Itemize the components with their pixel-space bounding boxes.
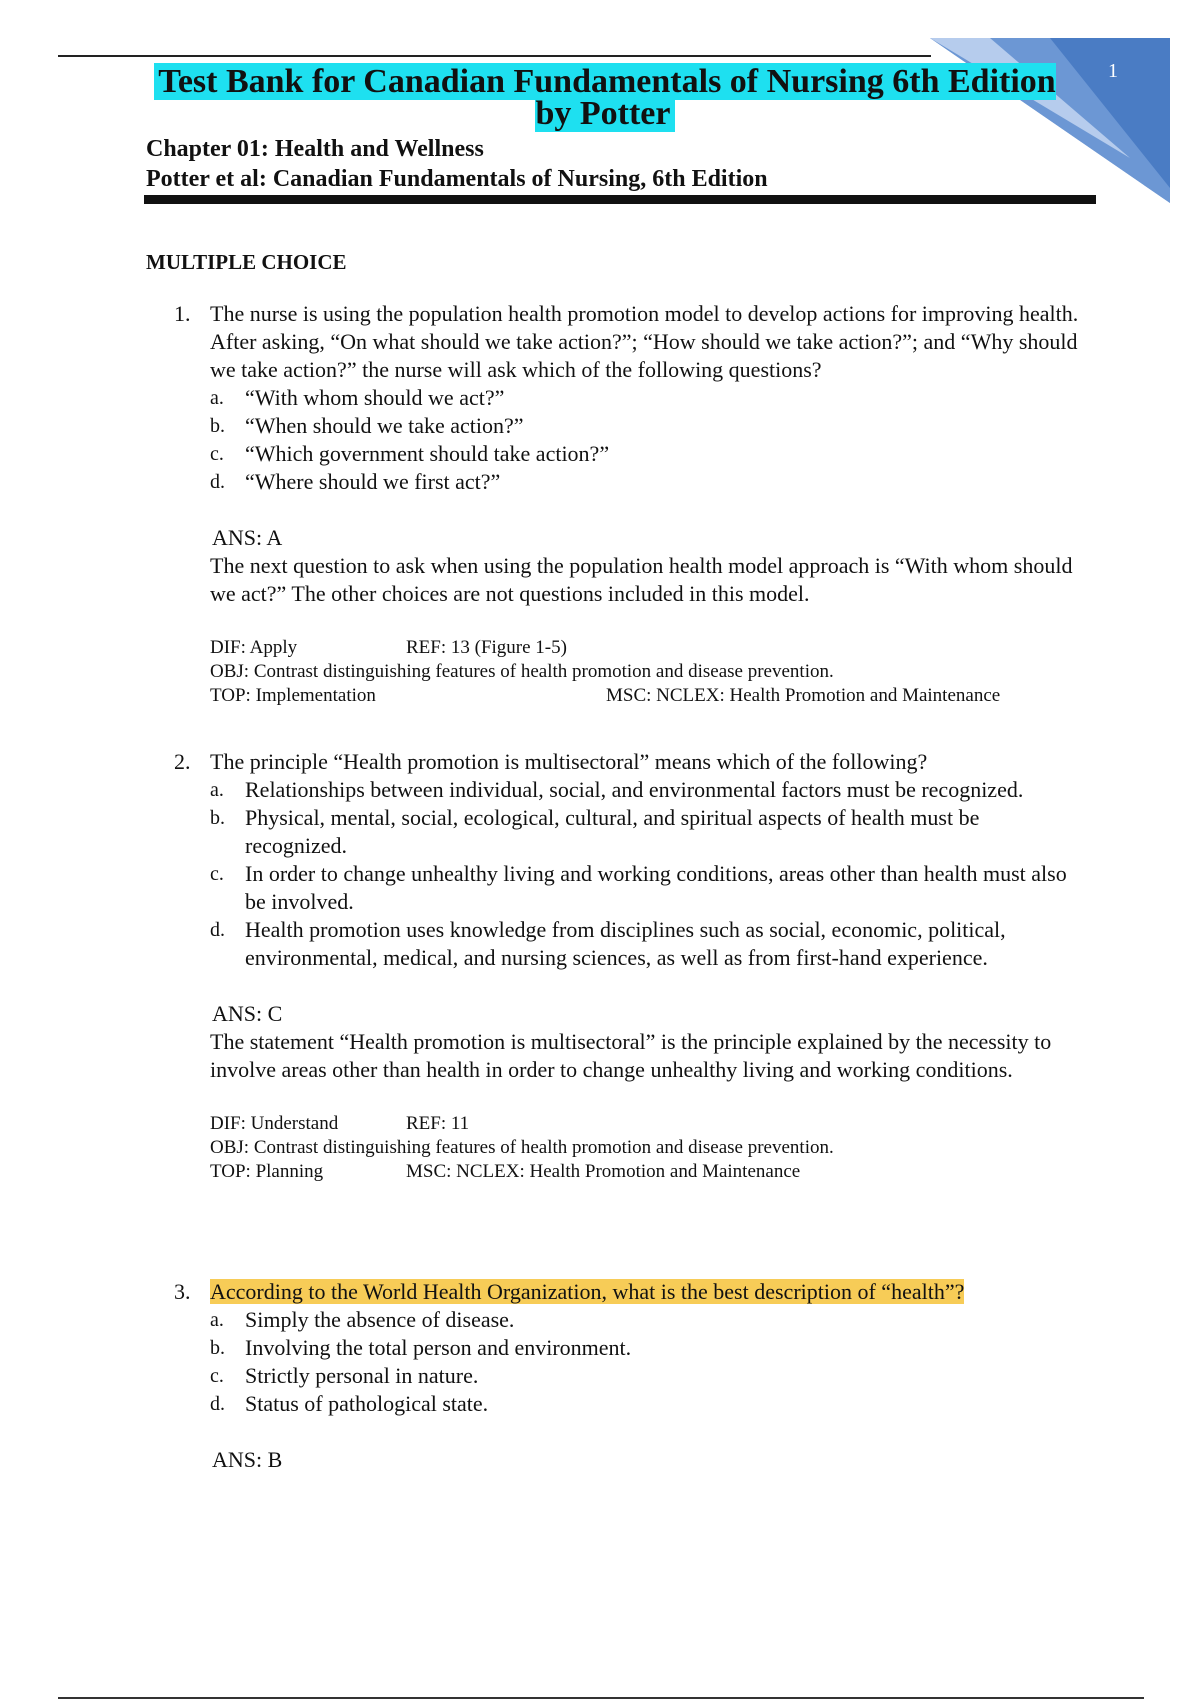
reference: REF: 11 [406, 1113, 470, 1134]
section-heading: MULTIPLE CHOICE [146, 250, 347, 274]
objective: OBJ: Contrast distinguishing features of health promotion and disease prevention. [210, 1137, 834, 1158]
reference: REF: 13 (Figure 1-5) [406, 637, 567, 658]
bottom-rule [58, 1697, 1144, 1699]
metadata [210, 636, 1200, 708]
msc: MSC: NCLEX: Health Promotion and Maintenance [406, 1161, 801, 1182]
msc: MSC: NCLEX: Health Promotion and Maintenance [606, 685, 1001, 706]
rationale: The next question to ask when using the population health model approach is “With whom should we act?” The other choices are not questions included in this model. [210, 553, 1073, 606]
option-b: b. Involving the total person and environment. [210, 1335, 632, 1360]
question-text: According to the World Health Organization, what is the best description of “health”? [210, 1279, 965, 1304]
question-text: The principle “Health promotion is multisectoral” means which of the following? [210, 749, 928, 774]
option-c: c. “Which government should take action?” [210, 441, 610, 466]
objective: OBJ: Contrast distinguishing features of health promotion and disease prevention. [210, 661, 834, 682]
option-d: d. “Where should we first act?” [210, 469, 501, 494]
topic: TOP: Implementation [210, 685, 376, 706]
option-d: d. Status of pathological state. [210, 1391, 489, 1416]
difficulty: DIF: Understand [210, 1113, 339, 1134]
option-c: c. Strictly personal in nature. [210, 1363, 479, 1388]
question-1 [0, 300, 1200, 708]
answer: ANS: A [212, 525, 283, 550]
book-heading: Potter et al: Canadian Fundamentals of Nursing, 6th Edition [146, 166, 768, 192]
option-b: b. Physical, mental, social, ecological, cultural, and spiritual aspects of health must be recognized. [210, 805, 980, 858]
question-number: 2. [174, 749, 191, 774]
topic: TOP: Planning [210, 1161, 324, 1182]
document-title: Test Bank for Canadian Fundamentals of Nursing 6th Edition by Potter [140, 66, 1070, 130]
question-number: 3. [174, 1279, 191, 1304]
option-a: a. Simply the absence of disease. [210, 1307, 515, 1332]
answer: ANS: C [212, 1001, 283, 1026]
question-number: 1. [174, 301, 191, 326]
question-3 [0, 1278, 1200, 1474]
difficulty: DIF: Apply [210, 637, 298, 658]
chapter-heading: Chapter 01: Health and Wellness [146, 136, 484, 162]
answer: ANS: B [212, 1447, 283, 1472]
option-c: c. In order to change unhealthy living and working conditions, areas other than health must also be involved. [210, 861, 1067, 914]
metadata [210, 1112, 1200, 1184]
question-text: The nurse is using the population health promotion model to develop actions for improving health. After asking, “On what should we take action?”; “How should we take action?”; and “Why should we take action?” the nurse will ask which of the following questions? [210, 301, 1079, 382]
top-rule [58, 55, 931, 57]
rationale: The statement “Health promotion is multisectoral” is the principle explained by the necessity to involve areas other than health in order to change unhealthy living and working conditions. [210, 1029, 1052, 1082]
option-a: a. “With whom should we act?” [210, 385, 505, 410]
page-number: 1 [1108, 60, 1118, 82]
option-b: b. “When should we take action?” [210, 413, 524, 438]
option-d: d. Health promotion uses knowledge from disciplines such as social, economic, political, environmental, medical, and nursing sciences, as well as from first-hand experience. [210, 917, 1006, 970]
header-divider [144, 195, 1096, 204]
option-a: a. Relationships between individual, social, and environmental factors must be recognized. [210, 777, 1024, 802]
question-2 [0, 748, 1200, 1184]
